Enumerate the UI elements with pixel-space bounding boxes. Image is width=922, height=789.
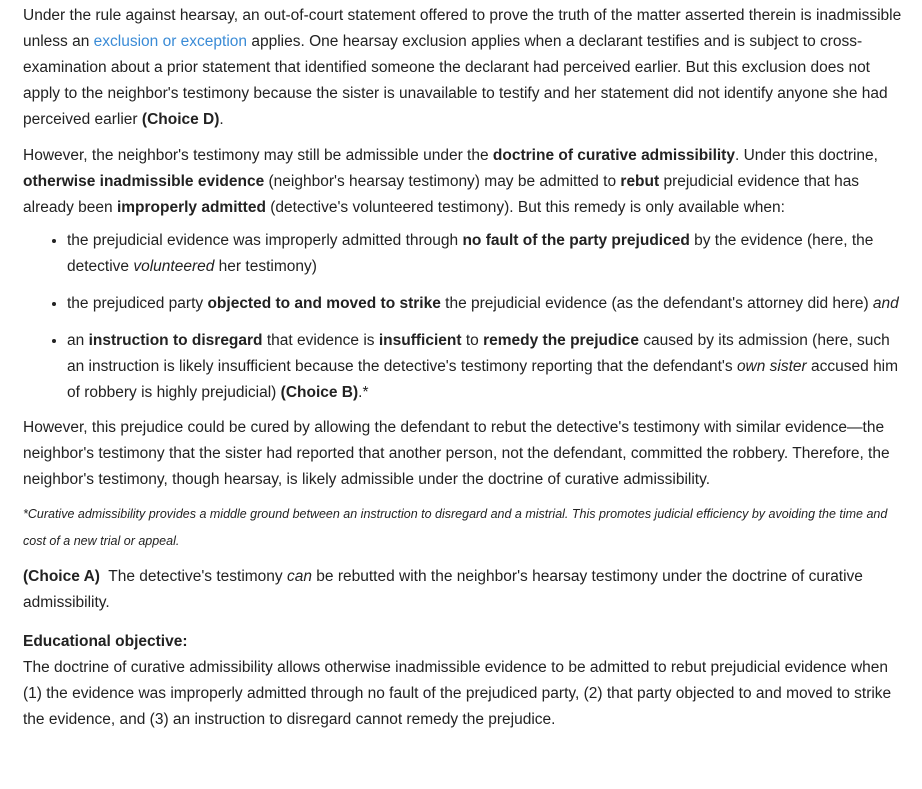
text: (detective's volunteered testimony). But this remedy is only available when: <box>265 199 785 216</box>
text: The detective's testimony <box>99 568 287 585</box>
text: the prejudiced party <box>67 295 208 312</box>
exclusion-or-exception-link[interactable]: exclusion or exception <box>93 33 248 50</box>
curative-admissibility-paragraph <box>23 143 907 221</box>
bold-term: otherwise inadmissible evidence <box>23 173 265 190</box>
choice-a-reference: (Choice A) <box>23 568 100 585</box>
text: . <box>219 111 224 128</box>
text: an <box>67 332 89 349</box>
text: that evidence is <box>262 332 379 349</box>
bold-term: improperly admitted <box>116 199 266 216</box>
choice-b-reference: (Choice B) <box>280 384 359 401</box>
text: the prejudicial evidence (as the defendant's attorney did here) <box>440 295 873 312</box>
italic-term: own sister <box>736 358 807 375</box>
bold-term: remedy the prejudice <box>483 332 639 349</box>
choice-a-paragraph <box>23 564 907 616</box>
text: However, the neighbor's testimony may still be admissible under the <box>23 147 493 164</box>
footnote: *Curative admissibility provides a middle ground between an instruction to disregard and a mistrial. This promotes judicial efficiency by avoiding the time and cost of a new trial or appeal. <box>23 507 888 548</box>
bold-term: no fault of the party prejudiced <box>462 232 690 249</box>
list-item <box>67 291 907 317</box>
bold-term: instruction to disregard <box>88 332 263 349</box>
text: applies. One hearsay exclusion applies when a declarant testifies and is subject to cross-examination about a prior statement that identified someone the declarant had perceived earlier. But this exclusion does not apply to the neighbor's testimony because the sister is unavailable to testify and her statement did not identify anyone she had perceived earlier <box>23 33 888 128</box>
bold-term: insufficient <box>378 332 462 349</box>
italic-term: and <box>872 295 899 312</box>
conditions-list <box>23 228 907 406</box>
list-item <box>67 228 907 280</box>
italic-term: can <box>286 568 312 585</box>
educational-objective-heading: Educational objective: <box>23 633 188 650</box>
choice-d-reference: (Choice D) <box>141 111 220 128</box>
text: by the evidence (here, the detective <box>67 232 874 275</box>
text: . Under this doctrine, <box>734 147 878 164</box>
text: prejudicial evidence that has already been <box>23 173 860 216</box>
text: (neighbor's hearsay testimony) may be admitted to <box>264 173 621 190</box>
text: to <box>461 332 484 349</box>
bold-term: objected to and moved to strike <box>207 295 441 312</box>
text: her testimony) <box>214 258 317 275</box>
text: be rebutted with the neighbor's hearsay testimony under the doctrine of curative admissibility. <box>23 568 863 611</box>
bold-term: doctrine of curative admissibility <box>492 147 735 164</box>
text: caused by its admission (here, such an instruction is likely insufficient because the detective's testimony reporting that the defendant's <box>67 332 890 375</box>
italic-term: volunteered <box>133 258 215 275</box>
text: Under the rule against hearsay, an out-of-court statement offered to prove the truth of the matter asserted therein is inadmissible unless an <box>23 7 902 50</box>
hearsay-paragraph <box>23 3 907 133</box>
text: the prejudicial evidence was improperly admitted through <box>67 232 463 249</box>
rebuttal-paragraph: However, this prejudice could be cured by allowing the defendant to rebut the detective's testimony with similar evidence—the neighbor's testimony that the sister had reported that another person, not the defendant, committed the robbery. Therefore, the neighbor's testimony, though hearsay, is likely admissible under the doctrine of curative admissibility. <box>23 419 890 488</box>
educational-objective-text: The doctrine of curative admissibility allows otherwise inadmissible evidence to be admitted to rebut prejudicial evidence when (1) the evidence was improperly admitted through no fault of the prejudiced party, (2) that party objected to and moved to strike the evidence, and (3) an instruction to disregard cannot remedy the prejudice. <box>23 659 892 728</box>
text: accused him of robbery is highly prejudicial) <box>67 358 899 401</box>
text: .* <box>358 384 369 401</box>
list-item <box>67 328 907 406</box>
explanation-content <box>23 3 907 733</box>
bold-term: rebut <box>620 173 660 190</box>
